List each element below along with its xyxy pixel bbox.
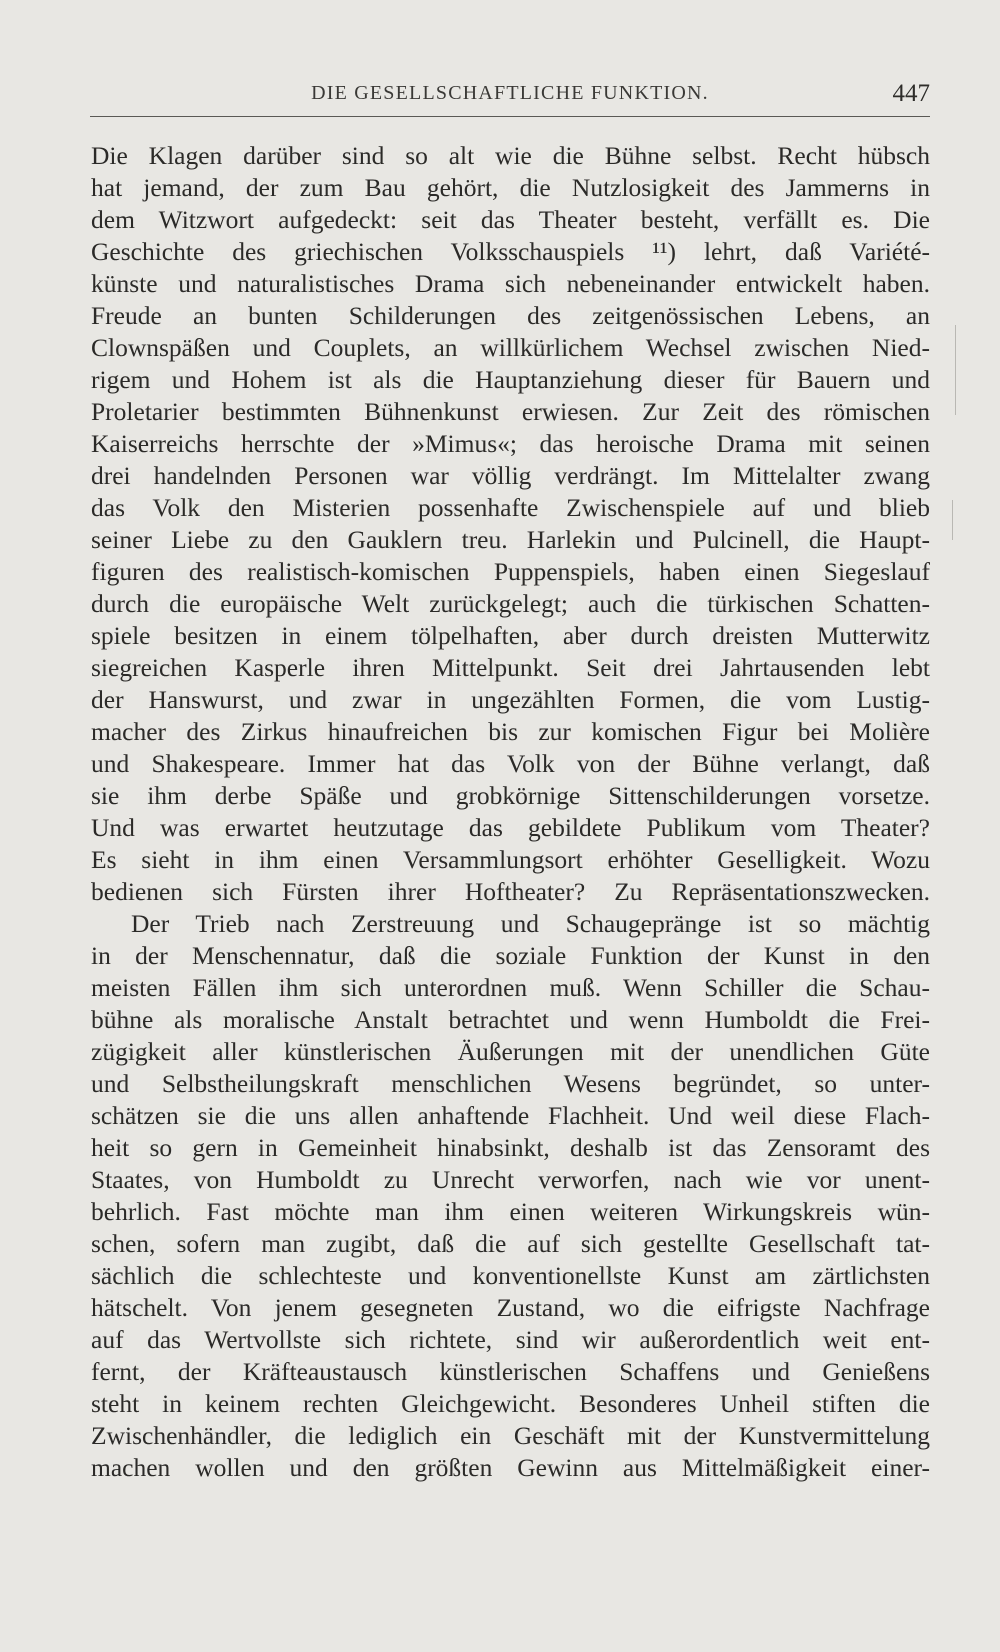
- text-line: Es sieht in ihm einen Versammlungsort erhöhter Geselligkeit. Wozu: [91, 845, 930, 874]
- text-line: und Shakespeare. Immer hat das Volk von der Bühne verlangt, daß: [91, 749, 930, 778]
- text-line: bedienen sich Fürsten ihrer Hoftheater? Zu Repräsentationszwecken.: [91, 877, 930, 906]
- text-line: das Volk den Misterien possenhafte Zwischenspiele auf und blieb: [91, 493, 930, 522]
- text-line: Kaiserreichs herrschte der »Mimus«; das heroische Drama mit seinen: [91, 429, 930, 458]
- text-line: seiner Liebe zu den Gauklern treu. Harlekin und Pulcinell, die Haupt-: [91, 525, 930, 554]
- text-line: Staates, von Humboldt zu Unrecht verworfen, nach wie vor unent-: [91, 1165, 930, 1194]
- text-line: in der Menschennatur, daß die soziale Funktion der Kunst in den: [91, 941, 930, 970]
- text-line: machen wollen und den größten Gewinn aus Mittelmäßigkeit einer-: [91, 1453, 930, 1482]
- text-line: rigem und Hohem ist als die Hauptanziehung dieser für Bauern und: [91, 365, 930, 394]
- text-line: figuren des realistisch-komischen Puppenspiels, haben einen Siegeslauf: [91, 557, 930, 586]
- body-text: [91, 140, 930, 1484]
- text-line: hätschelt. Von jenem gesegneten Zustand, wo die eifrigste Nachfrage: [91, 1293, 930, 1322]
- margin-mark: [952, 500, 953, 540]
- text-line: siegreichen Kasperle ihren Mittelpunkt. Seit drei Jahrtausenden lebt: [91, 653, 930, 682]
- text-line: Proletarier bestimmten Bühnenkunst erwiesen. Zur Zeit des römischen: [91, 397, 930, 426]
- text-line: schätzen sie die uns allen anhaftende Flachheit. Und weil diese Flach-: [91, 1101, 930, 1130]
- text-line: heit so gern in Gemeinheit hinabsinkt, deshalb ist das Zensoramt des: [91, 1133, 930, 1162]
- text-line: behrlich. Fast möchte man ihm einen weiteren Wirkungskreis wün-: [91, 1197, 930, 1226]
- text-line: spiele besitzen in einem tölpelhaften, aber durch dreisten Mutterwitz: [91, 621, 930, 650]
- text-line: Geschichte des griechischen Volksschauspiels ¹¹) lehrt, daß Variété-: [91, 237, 930, 266]
- text-line: sächlich die schlechteste und konventionellste Kunst am zärtlichsten: [91, 1261, 930, 1290]
- text-line: drei handelnden Personen war völlig verdrängt. Im Mittelalter zwang: [91, 461, 930, 490]
- text-line: hat jemand, der zum Bau gehört, die Nutzlosigkeit des Jammerns in: [91, 173, 930, 202]
- text-line: künste und naturalistisches Drama sich nebeneinander entwickelt haben.: [91, 269, 930, 298]
- margin-mark: [955, 325, 956, 415]
- paragraph-first-line: Der Trieb nach Zerstreuung und Schaugepränge ist so mächtig: [131, 909, 930, 938]
- text-line: und Selbstheilungskraft menschlichen Wesens begründet, so unter-: [91, 1069, 930, 1098]
- text-line: auf das Wertvollste sich richtete, sind wir außerordentlich weit ent-: [91, 1325, 930, 1354]
- text-line: steht in keinem rechten Gleichgewicht. Besonderes Unheil stiften die: [91, 1389, 930, 1418]
- running-head: [90, 80, 930, 114]
- text-line: durch die europäische Welt zurückgelegt; auch die türkischen Schatten-: [91, 589, 930, 618]
- header-rule: [90, 116, 930, 117]
- text-line: der Hanswurst, und zwar in ungezählten Formen, die vom Lustig-: [91, 685, 930, 714]
- text-line: zügigkeit aller künstlerischen Äußerungen mit der unendlichen Güte: [91, 1037, 930, 1066]
- text-line: dem Witzwort aufgedeckt: seit das Theater besteht, verfällt es. Die: [91, 205, 930, 234]
- text-line: Zwischenhändler, die lediglich ein Geschäft mit der Kunstvermittelung: [91, 1421, 930, 1450]
- text-line: macher des Zirkus hinaufreichen bis zur komischen Figur bei Molière: [91, 717, 930, 746]
- text-line: bühne als moralische Anstalt betrachtet und wenn Humboldt die Frei-: [91, 1005, 930, 1034]
- text-line: Clownspäßen und Couplets, an willkürlichem Wechsel zwischen Nied-: [91, 333, 930, 362]
- text-line: Und was erwartet heutzutage das gebildete Publikum vom Theater?: [91, 813, 930, 842]
- text-line: fernt, der Kräfteaustausch künstlerischen Schaffens und Genießens: [91, 1357, 930, 1386]
- page-number: 447: [892, 80, 930, 107]
- text-line: schen, sofern man zugibt, daß die auf sich gestellte Gesellschaft tat-: [91, 1229, 930, 1258]
- text-line: sie ihm derbe Späße und grobkörnige Sittenschilderungen vorsetze.: [91, 781, 930, 810]
- text-line: meisten Fällen ihm sich unterordnen muß. Wenn Schiller die Schau-: [91, 973, 930, 1002]
- text-line: Freude an bunten Schilderungen des zeitgenössischen Lebens, an: [91, 301, 930, 330]
- text-line: Die Klagen darüber sind so alt wie die Bühne selbst. Recht hübsch: [91, 141, 930, 170]
- running-title: DIE GESELLSCHAFTLICHE FUNKTION.: [311, 82, 709, 104]
